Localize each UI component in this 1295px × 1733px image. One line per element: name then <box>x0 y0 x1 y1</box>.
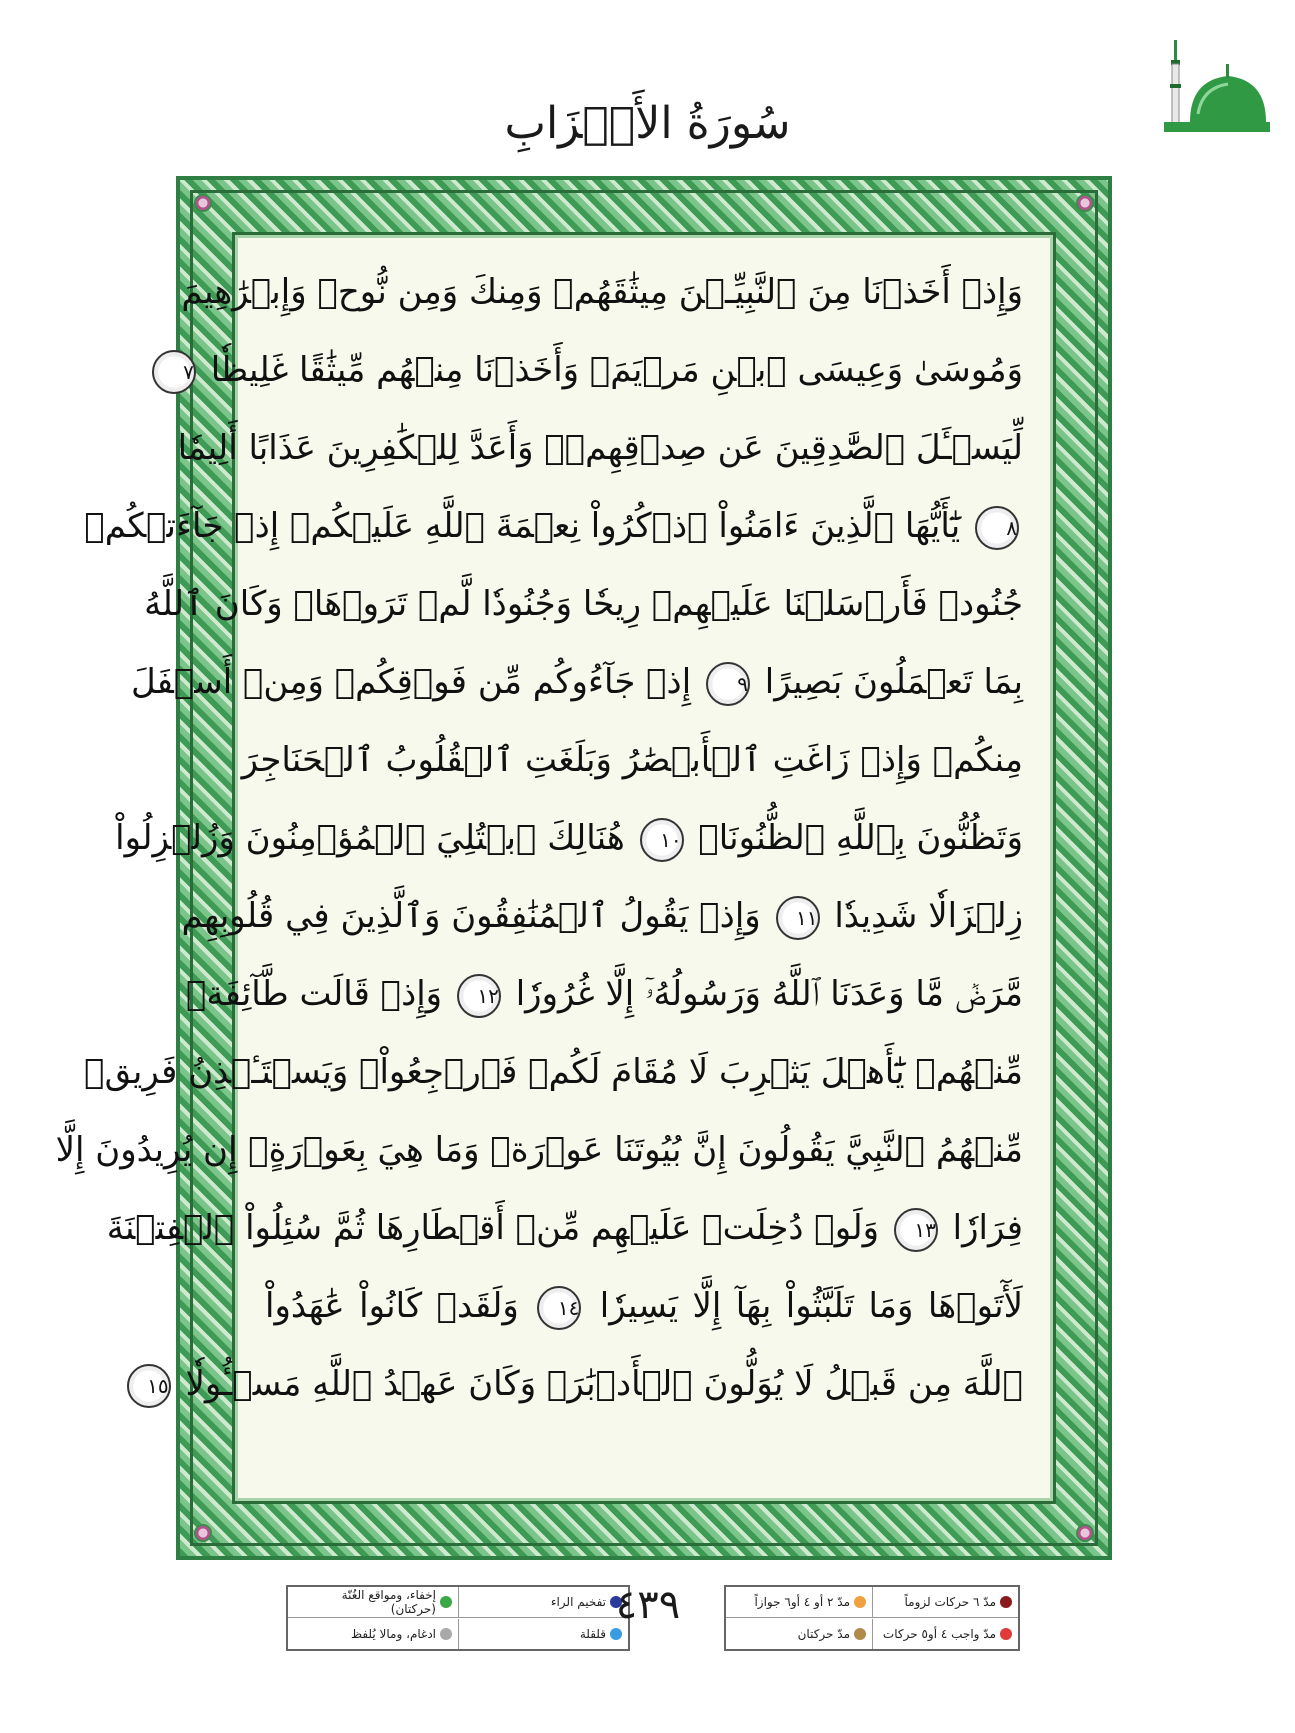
ayah-number-marker: ٨ <box>975 506 1019 550</box>
rosette-ornament <box>194 194 212 212</box>
ayah-number-marker: ١١ <box>776 896 820 940</box>
verse-text: بِمَا تَعۡمَلُونَ بَصِيرًا <box>764 662 1023 702</box>
text-line <box>130 643 1023 721</box>
verse-text: وَإِذۡ قَالَت طَّآئِفَةٞ <box>185 974 443 1014</box>
ayah-number-marker: ١٢ <box>457 974 501 1018</box>
legend-item <box>872 1587 1018 1618</box>
legend-label: قلقلة <box>579 1626 606 1641</box>
verse-text: وَلَقَدۡ كَانُواْ عَٰهَدُواْ <box>265 1286 519 1326</box>
rosette-ornament <box>1076 194 1094 212</box>
verse-text: لَأٓتَوۡهَا وَمَا تَلَبَّثُواْ بِهَآ إِلَّا يَسِيرٗا <box>599 1286 1024 1326</box>
text-line <box>181 253 1023 331</box>
verse-text: وَلَوۡ دُخِلَتۡ عَلَيۡهِم مِّنۡ أَقۡطَارِهَا ثُمَّ سُئِلُواْ ٱلۡفِتۡنَةَ <box>106 1208 880 1248</box>
verse-text: فِرَارٗا <box>952 1208 1023 1248</box>
verse-text: وَمُوسَىٰ وَعِيسَى ٱبۡنِ مَرۡيَمَۖ وَأَخَذۡنَا مِنۡهُم مِّيثَٰقًا غَلِيظٗا <box>210 350 1023 390</box>
text-line <box>265 1267 1023 1345</box>
rosette-ornament <box>194 1524 212 1542</box>
verse-text: وَإِذۡ أَخَذۡنَا مِنَ ٱلنَّبِيِّـۧنَ مِيثَٰقَهُمۡ وَمِنكَ وَمِن نُّوحٖ وَإِبۡرَٰهِيمَ <box>181 272 1023 312</box>
surah-title: سُورَةُ الأَحۡزَابِ <box>504 98 791 149</box>
ayah-number-marker: ١٠ <box>640 818 684 862</box>
verse-text: لِّيَسۡـَٔلَ ٱلصَّٰدِقِينَ عَن صِدۡقِهِمۡۚ وَأَعَدَّ لِلۡكَٰفِرِينَ عَذَابًا أَلِيمٗا <box>177 428 1023 468</box>
text-line <box>147 1345 1023 1423</box>
legend-label: مدّ ٢ أو ٤ أو٦ جوازاً <box>754 1595 850 1609</box>
text-line <box>84 487 1023 565</box>
color-dot-icon <box>440 1596 452 1608</box>
legend-item <box>288 1619 458 1649</box>
ayah-number-marker: ٧ <box>152 350 196 394</box>
text-line <box>144 565 1023 643</box>
verse-text: مَّرَضٞ مَّا وَعَدَنَا ٱللَّهُ وَرَسُولُهُۥٓ إِلَّا غُرُورٗا <box>515 974 1023 1014</box>
color-dot-icon <box>1000 1596 1012 1608</box>
verse-text: مِنكُمۡ وَإِذۡ زَاغَتِ ٱلۡأَبۡصَٰرُ وَبَلَغَتِ ٱلۡقُلُوبُ ٱلۡحَنَاجِرَ <box>241 740 1023 780</box>
text-line <box>115 799 1023 877</box>
ayah-number-marker: ٩ <box>706 662 750 706</box>
verse-text: هُنَالِكَ ٱبۡتُلِيَ ٱلۡمُؤۡمِنُونَ وَزُلۡزِلُواْ <box>115 818 625 858</box>
legend-item <box>726 1587 872 1618</box>
text-line <box>181 877 1023 955</box>
verse-text: مِّنۡهُمُ ٱلنَّبِيَّ يَقُولُونَ إِنَّ بُيُوتَنَا عَوۡرَةٞ وَمَا هِيَ بِعَوۡرَةٍۖ إِن يُرِيدُونَ إِلَّا <box>55 1130 1023 1170</box>
ayah-number-marker: ١٣ <box>894 1208 938 1252</box>
page-number: ٤٣٩ <box>615 1582 681 1628</box>
verse-text: يَٰٓأَيُّهَا ٱلَّذِينَ ءَامَنُواْ ٱذۡكُرُواْ نِعۡمَةَ ٱللَّهِ عَلَيۡكُمۡ إِذۡ جَآءَتۡكُمۡ <box>84 506 961 546</box>
legend-label: مدّ حركتان <box>797 1626 850 1641</box>
verse-text: وَتَظُنُّونَ بِٱللَّهِ ٱلظُّنُونَا۠ <box>698 818 1023 858</box>
color-dot-icon <box>440 1628 452 1640</box>
ayah-number-marker: ١٥ <box>127 1364 171 1408</box>
legend-item <box>872 1619 1018 1649</box>
text-line <box>55 1111 1023 1189</box>
ayah-number-marker: ١٤ <box>537 1286 581 1330</box>
color-dot-icon <box>1000 1628 1012 1640</box>
text-line <box>183 331 1023 409</box>
verse-text: ٱللَّهَ مِن قَبۡلُ لَا يُوَلُّونَ ٱلۡأَدۡبَٰرَۚ وَكَانَ عَهۡدُ ٱللَّهِ مَسۡـُٔولٗا <box>185 1364 1023 1404</box>
verse-text: مِّنۡهُمۡ يَٰٓأَهۡلَ يَثۡرِبَ لَا مُقَامَ لَكُمۡ فَٱرۡجِعُواْۚ وَيَسۡتَـٔۡذِنُ فَرِيقٞ <box>84 1052 1023 1092</box>
legend-label: إخفاء، ومواقع الغُنّة (حركتان) <box>341 1588 436 1616</box>
text-panel <box>55 232 1056 1504</box>
verse-text: زِلۡزَالٗا شَدِيدٗا <box>834 896 1023 936</box>
verse-text: جُنُودٞ فَأَرۡسَلۡنَا عَلَيۡهِمۡ رِيحٗا وَجُنُودٗا لَّمۡ تَرَوۡهَاۚ وَكَانَ ٱللَّهُ <box>144 584 1023 624</box>
text-line <box>177 409 1023 487</box>
text-line <box>241 721 1023 799</box>
text-line <box>84 1033 1023 1111</box>
verse-text: وَإِذۡ يَقُولُ ٱلۡمُنَٰفِقُونَ وَٱلَّذِينَ فِي قُلُوبِهِم <box>181 896 761 936</box>
verse-text: إِذۡ جَآءُوكُم مِّن فَوۡقِكُمۡ وَمِنۡ أَسۡفَلَ <box>130 662 692 702</box>
color-dot-icon <box>854 1596 866 1608</box>
text-line <box>106 1189 1023 1267</box>
legend-label: مدّ ٦ حركات لزوماً <box>904 1595 996 1609</box>
legend-item <box>288 1587 458 1618</box>
tajweed-legend-right <box>724 1585 1020 1651</box>
rosette-ornament <box>1076 1524 1094 1542</box>
legend-label: ادغام، ومالا يُلفظ <box>350 1626 436 1641</box>
color-dot-icon <box>854 1628 866 1640</box>
legend-label: تفخيم الراء <box>550 1595 606 1609</box>
legend-label: مدّ واجب ٤ أو٥ حركات <box>882 1626 996 1641</box>
legend-item <box>726 1619 872 1649</box>
text-line <box>185 955 1023 1033</box>
ornamental-frame <box>55 176 1112 1560</box>
